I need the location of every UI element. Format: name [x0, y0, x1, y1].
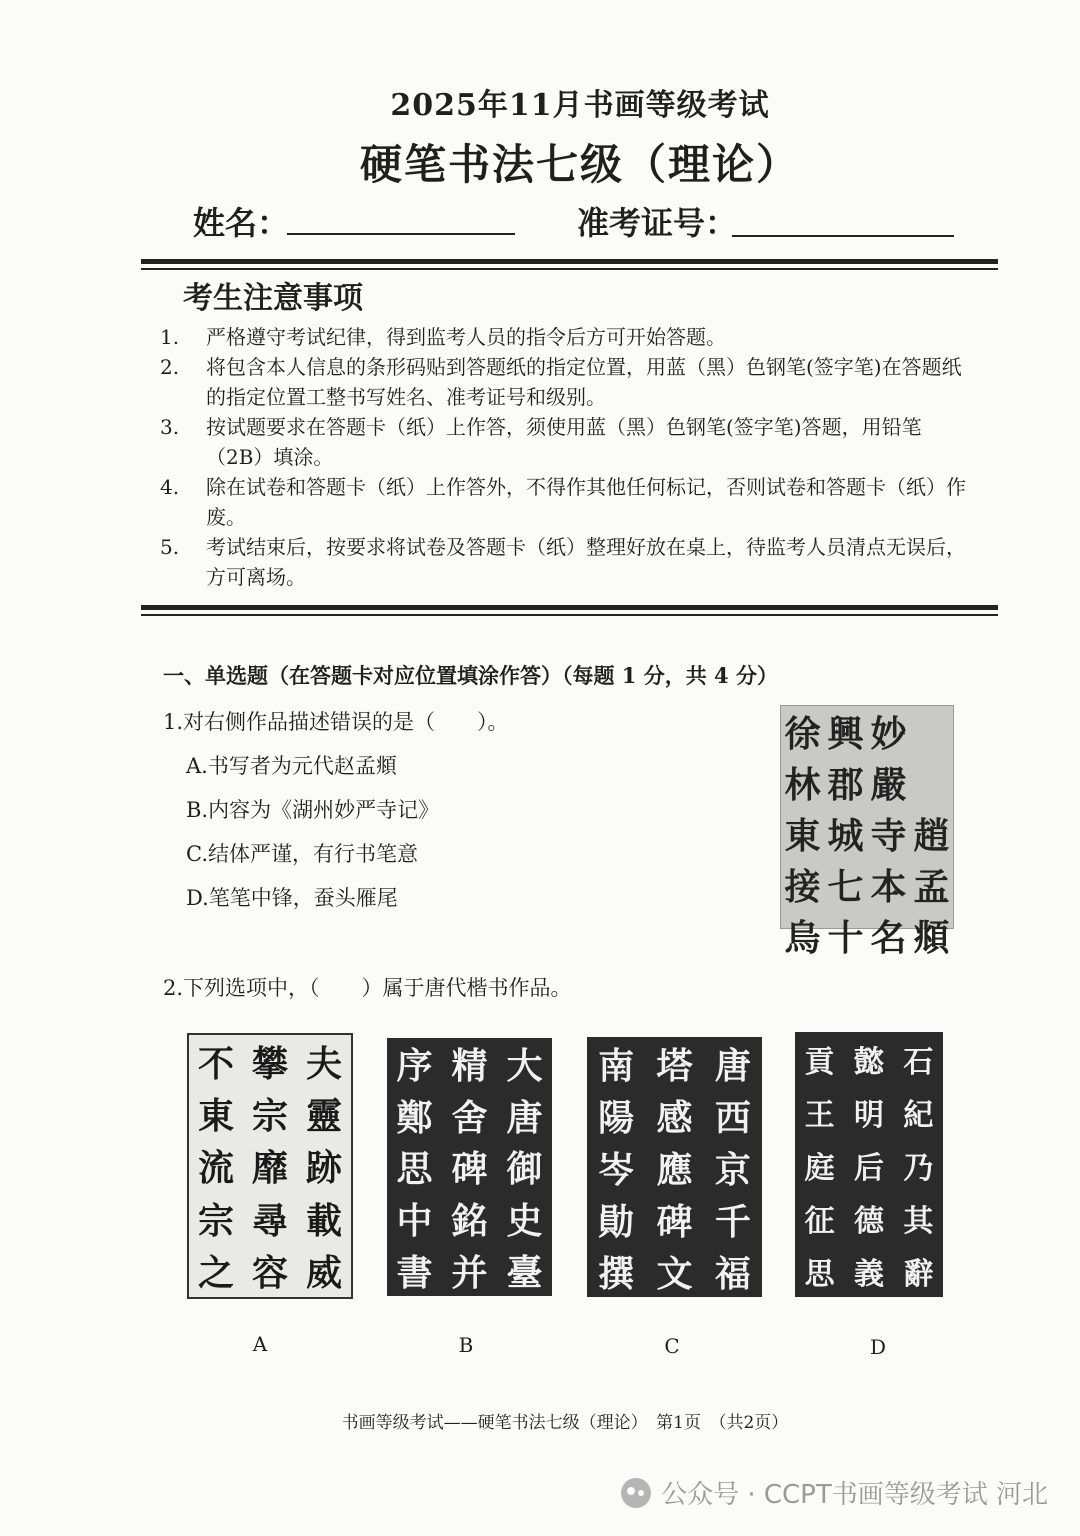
callig-char: 東	[784, 815, 821, 857]
callig-char: 郡	[827, 764, 864, 806]
rubbing-char: 辭	[903, 1256, 934, 1292]
divider-bottom-thick	[141, 605, 998, 610]
watermark	[621, 1474, 1048, 1511]
rubbing-char: 紀	[903, 1097, 934, 1133]
rubbing-char: 尋	[251, 1199, 288, 1242]
rubbing-char: 應	[656, 1148, 693, 1191]
q2-option-b-label[interactable]: B	[458, 1333, 474, 1357]
section-heading: 一、单选题（在答题卡对应位置填涂作答）（每题 1 分，共 4 分）	[163, 663, 778, 688]
q2-image-a[interactable]	[187, 1033, 353, 1299]
rubbing-char: 宗	[197, 1199, 234, 1242]
notice-num: 3.	[160, 415, 180, 439]
rubbing-char: 后	[853, 1150, 884, 1186]
wechat-icon	[621, 1478, 651, 1508]
name-label: 姓名：	[193, 204, 290, 242]
q1-option-b[interactable]: B.内容为《湖州妙严寺记》	[186, 798, 440, 822]
rubbing-char: 其	[903, 1203, 934, 1239]
rubbing-char: 王	[804, 1097, 835, 1133]
notice-text: 考试结束后，按要求将试卷及答题卡（纸）整理好放在桌上，待监考人员清点无误后，方可离场。	[206, 535, 966, 589]
rubbing-char: 陽	[598, 1096, 635, 1139]
callig-char: 興	[827, 713, 864, 755]
rubbing-char: 臺	[506, 1251, 543, 1294]
rubbing-char: 征	[804, 1203, 835, 1239]
notice-num: 2.	[160, 355, 180, 379]
q1-calligraphy-image	[780, 705, 954, 959]
rubbing-char: 御	[506, 1148, 543, 1191]
name-field[interactable]	[287, 233, 515, 235]
rubbing-char: 南	[598, 1044, 635, 1087]
notice-text: 除在试卷和答题卡（纸）上作答外，不得作其他任何标记，否则试卷和答题卡（纸）作废。	[206, 475, 966, 529]
notice-item	[160, 412, 970, 472]
rubbing-char: 撰	[598, 1252, 635, 1295]
q1-option-d[interactable]: D.笔笔中锋，蚕头雁尾	[186, 886, 398, 910]
exam-subject: 硬笔书法七级（理论）	[359, 140, 800, 189]
rubbing-char: 福	[714, 1252, 751, 1295]
callig-char	[910, 706, 953, 757]
callig-char: 頫	[913, 917, 950, 959]
notice-item	[160, 532, 970, 592]
rubbing-char: 不	[197, 1042, 234, 1085]
rubbing-char: 宗	[251, 1095, 288, 1138]
callig-char: 孟	[913, 866, 950, 908]
divider-top-thick	[141, 259, 998, 264]
rubbing-char: 明	[853, 1097, 884, 1133]
rubbing-char: 義	[853, 1256, 884, 1292]
q2-option-a-label[interactable]: A	[252, 1332, 268, 1356]
page-footer: 书画等级考试——硬笔书法七级（理论） 第1页 （共2页）	[341, 1413, 789, 1433]
q1-option-a[interactable]: A.书写者为元代赵孟頫	[186, 754, 397, 778]
rubbing-char: 塔	[656, 1044, 693, 1087]
rubbing-char: 岑	[598, 1148, 635, 1191]
callig-char: 烏	[784, 917, 821, 959]
rubbing-char: 庭	[804, 1150, 835, 1186]
callig-char: 徐	[784, 713, 821, 755]
callig-char: 本	[870, 866, 907, 908]
q2-option-d-label[interactable]: D	[869, 1335, 887, 1359]
callig-char: 名	[870, 917, 907, 959]
q2-image-b[interactable]	[387, 1038, 552, 1296]
notice-text: 严格遵守考试纪律，得到监考人员的指令后方可开始答题。	[206, 325, 726, 349]
rubbing-char: 靡	[251, 1147, 288, 1190]
rubbing-char: 碑	[656, 1200, 693, 1243]
divider-bottom-thin	[141, 614, 998, 616]
notice-heading: 考生注意事项	[183, 281, 363, 316]
callig-char: 林	[784, 764, 821, 806]
rubbing-char: 夫	[305, 1042, 342, 1085]
callig-char: 七	[827, 866, 864, 908]
rubbing-char: 大	[506, 1045, 543, 1088]
notice-num: 1.	[160, 325, 180, 349]
rubbing-char: 思	[804, 1256, 835, 1292]
rubbing-char: 靈	[305, 1095, 342, 1138]
rubbing-char: 載	[305, 1199, 342, 1242]
rubbing-char: 之	[197, 1252, 234, 1295]
rubbing-char: 鄭	[396, 1096, 433, 1139]
q2-image-d[interactable]	[795, 1032, 943, 1297]
callig-char: 趙	[913, 815, 950, 857]
rubbing-char: 懿	[853, 1044, 884, 1080]
rubbing-char: 東	[197, 1095, 234, 1138]
rubbing-char: 威	[305, 1252, 342, 1295]
rubbing-char: 貢	[804, 1044, 835, 1080]
id-label: 准考证号：	[577, 204, 738, 242]
callig-char: 嚴	[870, 764, 907, 806]
rubbing-char: 文	[656, 1252, 693, 1295]
notice-num: 5.	[160, 535, 180, 559]
callig-char: 接	[784, 866, 821, 908]
rubbing-char: 碑	[451, 1148, 488, 1191]
watermark-text: 公众号 · CCPT书画等级考试 河北	[661, 1480, 1048, 1510]
rubbing-char: 石	[903, 1044, 934, 1080]
q2-option-c-label[interactable]: C	[664, 1334, 680, 1358]
rubbing-char: 舍	[451, 1096, 488, 1139]
notice-item	[160, 352, 970, 412]
rubbing-char: 跡	[305, 1147, 342, 1190]
rubbing-char: 千	[714, 1200, 751, 1243]
rubbing-char: 銘	[451, 1200, 488, 1243]
callig-char: 寺	[870, 815, 907, 857]
callig-char: 十	[827, 917, 864, 959]
divider-top-thin	[141, 268, 998, 270]
rubbing-char: 流	[197, 1147, 234, 1190]
notice-item	[160, 322, 970, 352]
rubbing-char: 序	[396, 1045, 433, 1088]
callig-char: 妙	[870, 713, 907, 755]
question-1-stem: 1.对右侧作品描述错误的是（ ）。	[163, 710, 509, 734]
notice-num: 4.	[160, 475, 180, 499]
rubbing-char: 容	[251, 1252, 288, 1295]
rubbing-char: 史	[506, 1200, 543, 1243]
notice-list	[160, 322, 970, 592]
rubbing-char: 并	[451, 1251, 488, 1294]
notice-item	[160, 472, 970, 532]
callig-char: 城	[827, 815, 864, 857]
rubbing-char: 乃	[903, 1150, 934, 1186]
id-field[interactable]	[732, 235, 954, 237]
q1-option-c[interactable]: C.结体严谨，有行书笔意	[186, 842, 418, 866]
rubbing-char: 中	[396, 1200, 433, 1243]
rubbing-char: 勛	[598, 1200, 635, 1243]
rubbing-char: 攀	[251, 1042, 288, 1085]
rubbing-char: 思	[396, 1148, 433, 1191]
rubbing-char: 唐	[506, 1096, 543, 1139]
rubbing-char: 書	[396, 1251, 433, 1294]
callig-char	[910, 757, 953, 808]
notice-text: 按试题要求在答题卡（纸）上作答，须使用蓝（黑）色钢笔(签字笔)答题，用铅笔（2B）填涂。	[206, 415, 922, 469]
exam-title: 2025年11月书画等级考试	[390, 88, 770, 123]
rubbing-char: 精	[451, 1045, 488, 1088]
rubbing-char: 感	[656, 1096, 693, 1139]
question-2-stem: 2.下列选项中，（ ）属于唐代楷书作品。	[163, 976, 572, 1000]
rubbing-char: 德	[853, 1203, 884, 1239]
rubbing-char: 西	[714, 1096, 751, 1139]
rubbing-char: 唐	[714, 1044, 751, 1087]
notice-text: 将包含本人信息的条形码贴到答题纸的指定位置，用蓝（黑）色钢笔(签字笔)在答题纸的指定位置工整书写姓名、准考证号和级别。	[206, 355, 962, 409]
q2-image-c[interactable]	[587, 1037, 762, 1297]
rubbing-char: 京	[714, 1148, 751, 1191]
